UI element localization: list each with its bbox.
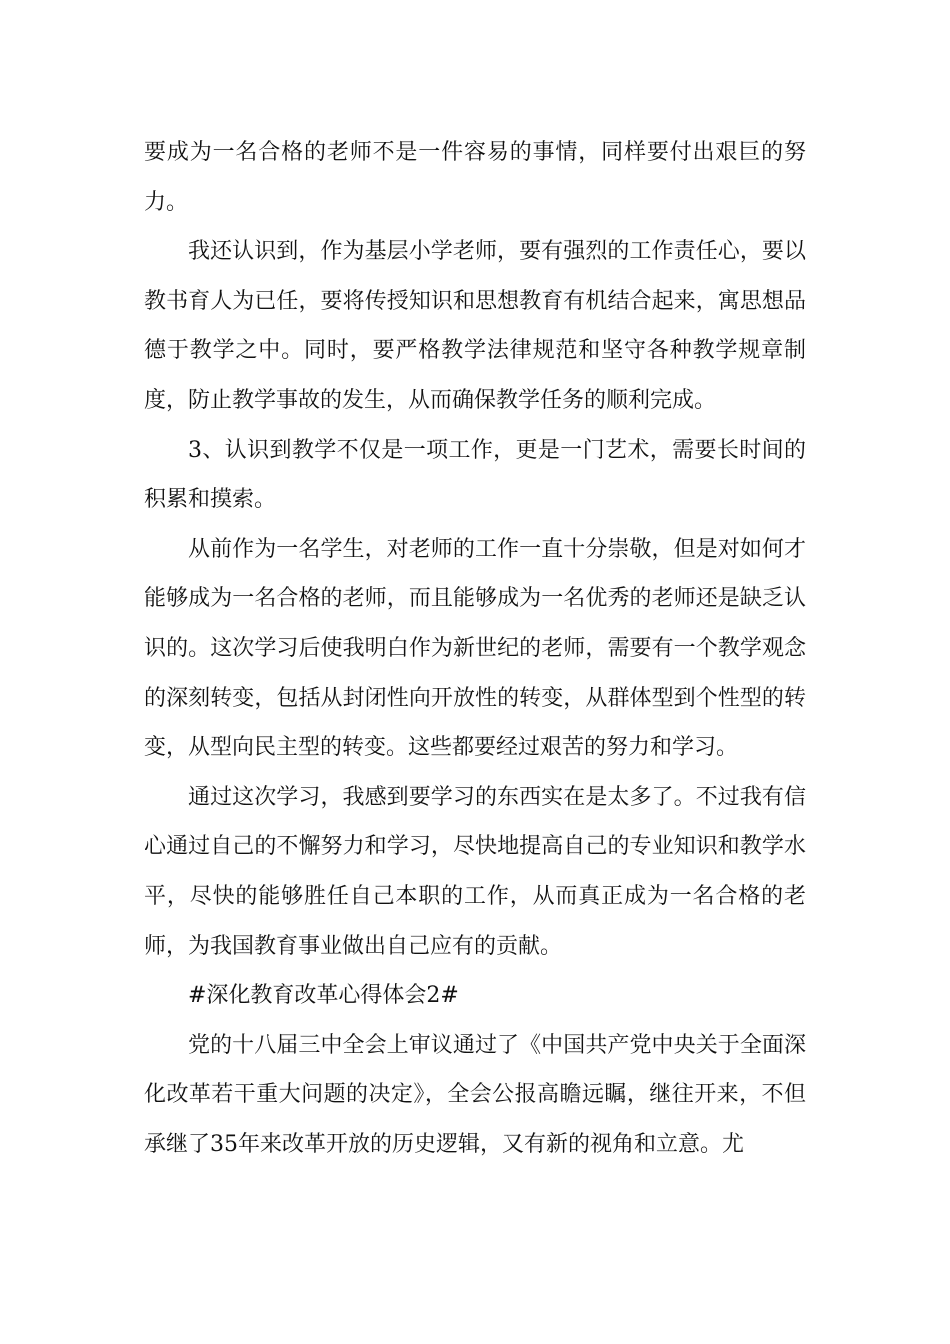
paragraph-continuation: 要成为一名合格的老师不是一件容易的事情，同样要付出艰巨的努力。 (144, 140, 806, 215)
document-body (144, 128, 806, 1169)
paragraph-responsibility: 我还认识到，作为基层小学老师，要有强烈的工作责任心，要以教书育人为已任，要将传授知识和思想教育有机结合起来，寓思想品德于教学之中。同时，要严格教学法律规范和坚守各种教学规章制度，防止教学事故的发生，从而确保教学任务的顺利完成。 (144, 239, 806, 413)
paragraph-teacher-awareness: 从前作为一名学生，对老师的工作一直十分崇敬，但是对如何才能够成为一名合格的老师，而且能够成为一名优秀的老师还是缺乏认识的。这次学习后使我明白作为新世纪的老师，需要有一个教学观念的深刻转变，包括从封闭性向开放性的转变，从群体型到个性型的转变，从型向民主型的转变。这些都要经过艰苦的努力和学习。 (144, 536, 806, 761)
paragraph-point-3: 3、认识到教学不仅是一项工作，更是一门艺术，需要长时间的积累和摸索。 (144, 437, 806, 513)
paragraph-learning-goals: 通过这次学习，我感到要学习的东西实在是太多了。不过我有信心通过自己的不懈努力和学习，尽快地提高自己的专业知识和教学水平，尽快的能够胜任自己本职的工作，从而真正成为一名合格的老师，为我国教育事业做出自己应有的贡献。 (144, 784, 806, 959)
paragraph-reform-decision: 党的十八届三中全会上审议通过了《中国共产党中央关于全面深化改革若干重大问题的决定》，全会公报高瞻远瞩，继往开来，不但承继了35年来改革开放的历史逻辑，又有新的视角和立意。尤 (144, 1032, 806, 1157)
section-heading: #深化教育改革心得体会2# (188, 983, 459, 1009)
